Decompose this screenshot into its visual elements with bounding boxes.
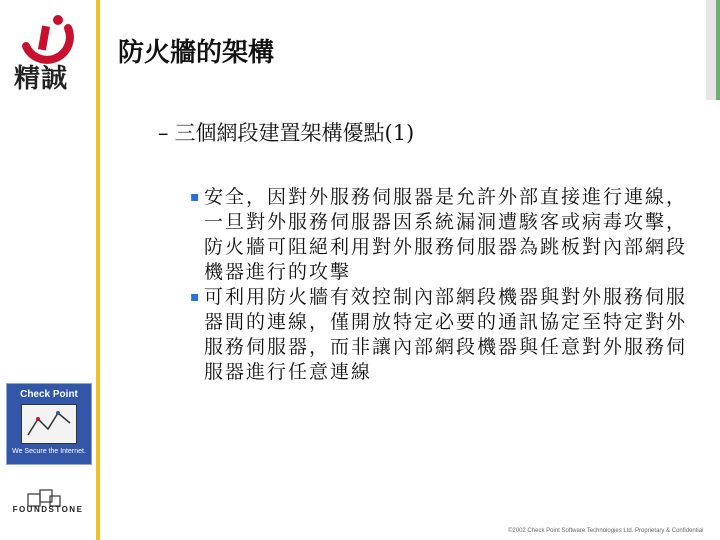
subtitle-text: 三個網段建置架構優點(1) bbox=[174, 121, 415, 145]
bullet-text: 安全，因對外服務伺服器是允許外部直接進行連線，一旦對外服務伺服器因系統漏洞遭駭客或病毒攻擊，防火牆可阻絕利用對外服務伺服器為跳板對內部網段機器進行的攻擊 bbox=[204, 186, 688, 283]
sidebar-divider bbox=[96, 0, 100, 540]
footer-copyright: ©2002 Check Point Software Technologies Ltd. Proprietary & Confidential bbox=[508, 528, 704, 534]
corner-accent-stripe bbox=[716, 0, 720, 100]
bullet-text: 可利用防火牆有效控制內部網段機器與對外服務伺服器間的連線，僅開放特定必要的通訊協定至特定對外服務伺服器，而非讓內部網段機器與任意對外服務伺服器進行任意連線 bbox=[204, 286, 688, 383]
slide-title: 防火牆的架構 bbox=[118, 38, 275, 68]
bullet-icon: ▪ bbox=[190, 289, 202, 305]
checkpoint-logo bbox=[6, 383, 92, 465]
foundstone-logo-text: FOUNDSTONE bbox=[12, 505, 84, 514]
corner-accent bbox=[706, 0, 720, 100]
bullet-list bbox=[186, 185, 696, 385]
subtitle-dash: – bbox=[158, 121, 169, 145]
checkpoint-image-icon bbox=[21, 404, 77, 444]
slide-subtitle bbox=[158, 117, 414, 147]
bullet-item bbox=[186, 285, 696, 385]
company-logo-text: 精誠 bbox=[14, 64, 69, 94]
bullet-icon: ▪ bbox=[190, 189, 202, 205]
bullet-item bbox=[186, 185, 696, 285]
checkpoint-tagline: We Secure the Internet. bbox=[12, 448, 86, 455]
checkpoint-title: Check Point bbox=[20, 389, 78, 400]
